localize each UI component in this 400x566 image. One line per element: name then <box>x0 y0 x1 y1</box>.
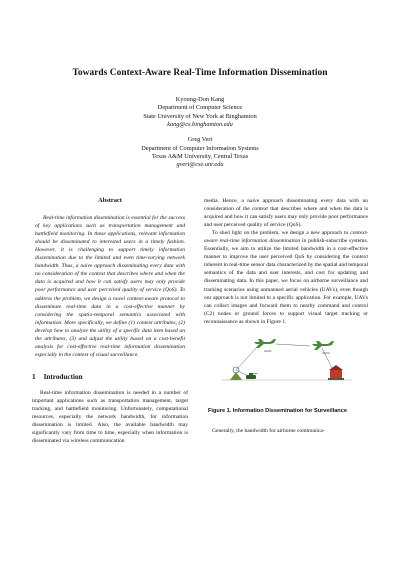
body-paragraph: Generally, the bandwidth for airborne communica- <box>212 427 325 434</box>
author-name: Greg Vert <box>187 136 213 144</box>
author-institution: State University of New York at Binghamton <box>143 112 257 120</box>
surveillance-figure <box>204 328 368 390</box>
author-block <box>0 96 400 170</box>
uav-icon <box>312 341 334 350</box>
surveillance-diagram <box>204 328 368 390</box>
section-heading <box>32 373 188 381</box>
author-department: Department of Computer Information Systems <box>141 144 259 152</box>
abstract-heading: Abstract <box>98 197 122 204</box>
abstract-text: Real-time information dissemination is essential for the success of key applications such as transportation management and battlefield monitoring. In these applications, relevant information should be disseminated to interested users in a timely fashion. However, it is challenging to support timely information dissemination due to the limited and even time-varying network bandwidth. Thus, a naive approach disseminating every data with no consideration of the context that describes where and when the data is acquired and how it can satisfy users may only provide poor performance and user perceived quality of service (QoS). To address the problem, we design a novel context-aware protocol to disseminate real-time data in a cost-effective manner by considering the spatio-temporal semantics associated with information. More specifically, we define (1) context attributes, (2) develop how to analyze the utility of a specific data item based on the attributes, (3) and adjust the utility based on a cost-benefit analysis for cost-effective real-time information dissemination especially in the context of visual surveillance. <box>35 215 185 358</box>
svg-text:UAV2: UAV2 <box>322 350 330 355</box>
ground-vehicle-icon <box>246 373 258 379</box>
right-column <box>204 197 368 435</box>
target-building-icon <box>328 365 344 380</box>
intro-paragraph: Real-time information dissemination is needed in a number of important applications such as transportation management, target tracking, and battlefield monitoring. Unfortunately, computational resources, especially the network bandwidth, for information dissemination is limited. Also, the available bandwidth may significantly vary from time to time, especially when information is disseminated via wireless communication <box>32 389 188 445</box>
section-number: 1 <box>32 372 36 381</box>
author-department: Department of Computer Science <box>157 104 243 112</box>
author-email: gvert@cse.unr.edu <box>176 161 224 169</box>
body-paragraph: To shed light on the problem, we design a new approach to context-aware real-time information dissemination in publish-subscribe systems. Essentially, we aim to utilize the limited bandwidth in a cost-effective manner to improve the user perceived QoS by considering the context inherent in real-time sensor data characterized by the spatial and temporal semantics of the data and user interests, and cost for updating and disseminating data. In this paper, we focus on airborne surveillance and tracking scenarios using unmanned aerial vehicles (UAVs), even though our approach is not limited to a specific application. For example, UAVs can collect images and forward them to nearby command and control (C2) nodes or ground forces to support visual target tracking or reconnaissance as shown in Figure 1. <box>204 230 368 325</box>
section-title: Introduction <box>43 372 83 381</box>
author-email: kang@cs.binghamton.edu <box>167 121 233 129</box>
ground-station-icon <box>230 367 242 380</box>
svg-text:UAV1: UAV1 <box>264 348 272 353</box>
figure-caption: Figure 1. Information Dissemination for Surveillance <box>208 407 347 414</box>
body-paragraph: media. Hence, a naive approach disseminating every data with no consideration of the context that describes where and when the data is acquired and how it can satisfy users may only provide poor performance and user perceived quality of service (QoS). <box>204 198 368 229</box>
paper-title: Towards Context-Aware Real-Time Information Dissemination <box>72 68 328 78</box>
author-institution: Texas A&M University, Central Texas <box>151 153 249 161</box>
author-name: Kyoung-Don Kang <box>175 96 225 103</box>
left-column <box>32 197 188 445</box>
